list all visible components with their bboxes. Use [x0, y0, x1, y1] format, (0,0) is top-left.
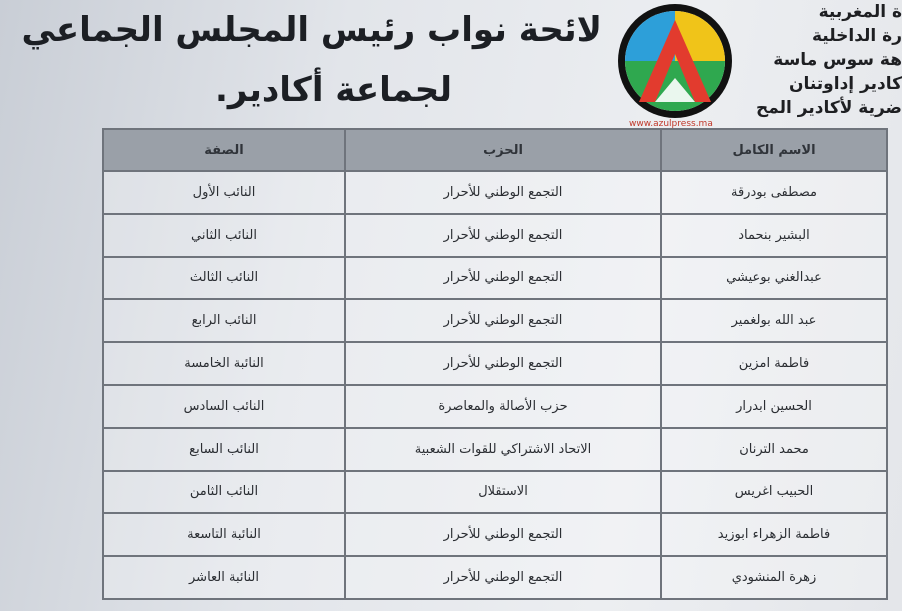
table-header-row: [103, 129, 887, 171]
cell-role: النائب السادس: [103, 385, 345, 428]
header-party: الحزب: [345, 129, 661, 171]
cell-role: النائب الثاني: [103, 214, 345, 257]
cell-name: الحسين ابدرار: [661, 385, 887, 428]
cell-party: التجمع الوطني للأحرار: [345, 556, 661, 599]
header-line: كادير إداوتنان: [788, 74, 902, 94]
header-name: الاسم الكامل: [661, 129, 887, 171]
logo-url: www.azulpress.ma: [629, 119, 713, 129]
cell-role: النائب الرابع: [103, 299, 345, 342]
table-row: [103, 171, 887, 214]
table-row: [103, 513, 887, 556]
document-subtitle: لجماعة أكادير.: [215, 70, 452, 110]
cell-party: التجمع الوطني للأحرار: [345, 299, 661, 342]
cell-party: التجمع الوطني للأحرار: [345, 214, 661, 257]
ministry-header: [732, 0, 902, 120]
cell-party: التجمع الوطني للأحرار: [345, 171, 661, 214]
cell-party: حزب الأصالة والمعاصرة: [345, 385, 661, 428]
header-line: هة سوس ماسة: [773, 50, 902, 70]
cell-party: الاتحاد الاشتراكي للقوات الشعبية: [345, 428, 661, 471]
cell-name: الحبيب اغريس: [661, 471, 887, 514]
header-line: ة المغربية: [818, 2, 902, 22]
cell-name: مصطفى بودرقة: [661, 171, 887, 214]
cell-name: فاطمة امزين: [661, 342, 887, 385]
cell-role: النائبة العاشر: [103, 556, 345, 599]
table-row: [103, 257, 887, 300]
table-row: [103, 556, 887, 599]
cell-name: عبدالغني بوعيشي: [661, 257, 887, 300]
cell-role: النائب الأول: [103, 171, 345, 214]
cell-name: محمد الترنان: [661, 428, 887, 471]
cell-party: التجمع الوطني للأحرار: [345, 257, 661, 300]
cell-role: النائب السابع: [103, 428, 345, 471]
table-row: [103, 385, 887, 428]
header-line: رة الداخلية: [811, 26, 902, 46]
cell-role: النائب الثامن: [103, 471, 345, 514]
table-row: [103, 342, 887, 385]
cell-party: التجمع الوطني للأحرار: [345, 342, 661, 385]
deputies-table: [102, 128, 888, 600]
cell-role: النائب الثالث: [103, 257, 345, 300]
cell-name: زهرة المنشودي: [661, 556, 887, 599]
cell-party: التجمع الوطني للأحرار: [345, 513, 661, 556]
logo-emblem-icon: [615, 2, 735, 120]
cell-role: النائبة التاسعة: [103, 513, 345, 556]
header-line: ضرية لأكادير المح: [755, 98, 902, 118]
header-role: الصفة: [103, 129, 345, 171]
cell-party: الاستقلال: [345, 471, 661, 514]
cell-name: عبد الله بولغمير: [661, 299, 887, 342]
cell-name: فاطمة الزهراء ابوزيد: [661, 513, 887, 556]
table-row: [103, 428, 887, 471]
table-row: [103, 214, 887, 257]
table-row: [103, 471, 887, 514]
cell-name: البشير بنحماد: [661, 214, 887, 257]
table-row: [103, 299, 887, 342]
document-title: لائحة نواب رئيس المجلس الجماعي: [21, 10, 602, 50]
cell-role: النائبة الخامسة: [103, 342, 345, 385]
